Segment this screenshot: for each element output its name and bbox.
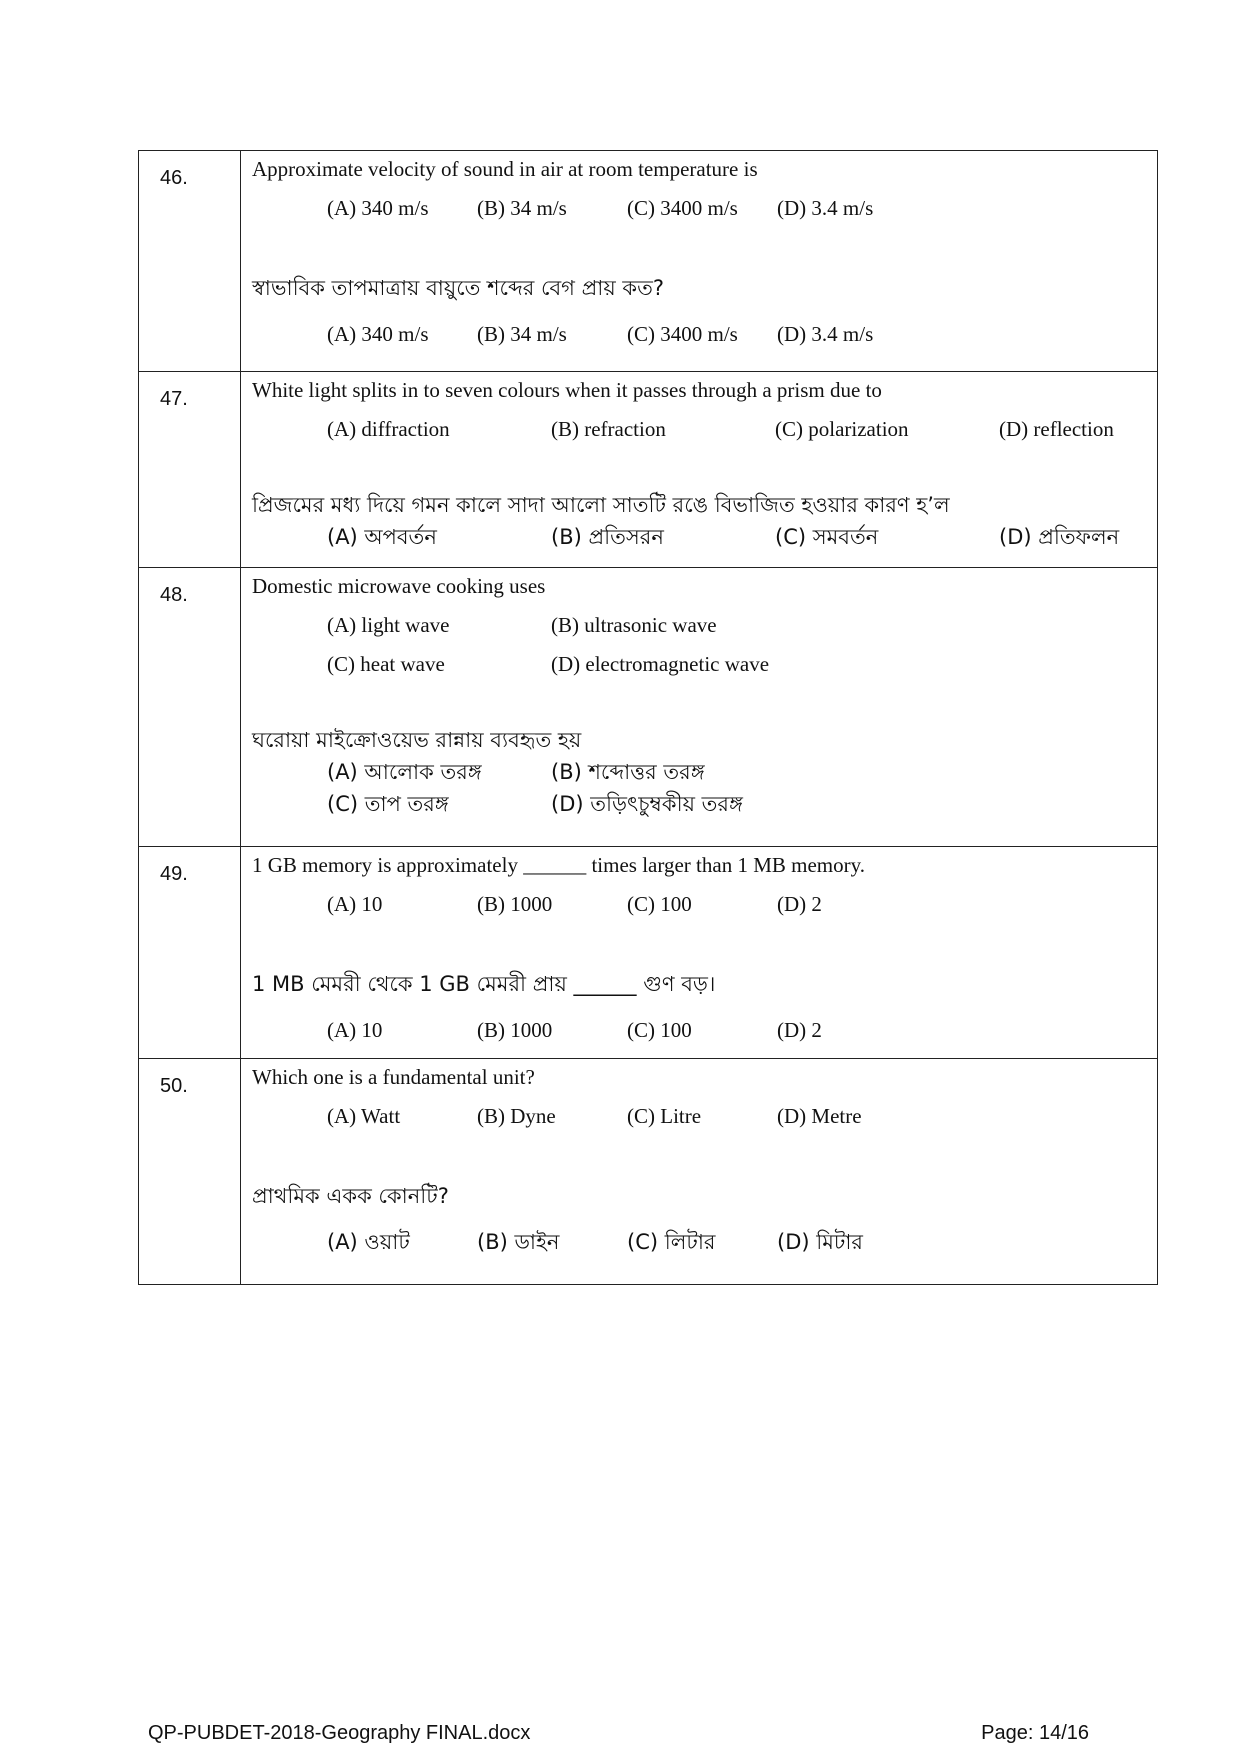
options-bn xyxy=(252,320,1147,348)
options-bn xyxy=(252,1016,1147,1044)
footer-page-number: Page: 14/16 xyxy=(981,1722,1089,1744)
option-b: (B) প্রতিসরন xyxy=(551,525,664,549)
option-c: (C) 100 xyxy=(627,892,692,916)
option-a: (A) 340 m/s xyxy=(327,322,429,346)
option-d: (D) তড়িৎচুম্বকীয় তরঙ্গ xyxy=(551,792,743,816)
question-number: 50. xyxy=(139,1059,241,1285)
options-en-row-1 xyxy=(252,611,1147,639)
question-body xyxy=(241,151,1158,372)
option-d: (D) 2 xyxy=(777,892,822,916)
options-en xyxy=(252,194,1147,222)
option-d: (D) প্রতিফলন xyxy=(999,525,1120,549)
option-c: (C) 100 xyxy=(627,1018,692,1042)
question-body xyxy=(241,568,1158,847)
options-bn xyxy=(252,1228,1147,1256)
question-text-bn: ঘরোয়া মাইক্রোওয়েভ রান্নায় ব্যবহৃত হয় xyxy=(252,728,582,752)
options-bn-row-1 xyxy=(252,758,1147,786)
options-en-row-2 xyxy=(252,650,1147,678)
question-row xyxy=(139,151,1158,372)
option-c: (C) 3400 m/s xyxy=(627,196,738,220)
option-b: (B) ডাইন xyxy=(477,1230,560,1254)
question-table xyxy=(138,150,1158,1285)
options-en xyxy=(252,415,1147,443)
option-c: (C) 3400 m/s xyxy=(627,322,738,346)
option-c: (C) লিটার xyxy=(627,1230,716,1254)
question-number: 47. xyxy=(139,372,241,568)
option-a: (A) 10 xyxy=(327,892,383,916)
question-text-en: White light splits in to seven colours when it passes through a prism due to xyxy=(252,378,882,402)
question-row xyxy=(139,568,1158,847)
question-text-bn: 1 MB মেমরী থেকে 1 GB মেমরী প্রায় ______ গুণ বড়। xyxy=(252,972,716,996)
option-d: (D) 3.4 m/s xyxy=(777,196,874,220)
option-d: (D) 2 xyxy=(777,1018,822,1042)
footer-filename: QP-PUBDET-2018-Geography FINAL.docx xyxy=(148,1722,531,1744)
question-text-bn: প্রাথমিক একক কোনটি? xyxy=(252,1184,449,1208)
option-b: (B) 34 m/s xyxy=(477,322,567,346)
question-body xyxy=(241,1059,1158,1285)
option-c: (C) polarization xyxy=(775,417,909,441)
question-text-en: Approximate velocity of sound in air at room temperature is xyxy=(252,157,758,181)
question-number: 48. xyxy=(139,568,241,847)
option-a: (A) আলোক তরঙ্গ xyxy=(327,760,482,784)
option-a: (A) 10 xyxy=(327,1018,383,1042)
options-bn-row-2 xyxy=(252,790,1147,818)
option-c: (C) heat wave xyxy=(327,652,445,676)
option-b: (B) শব্দোত্তর তরঙ্গ xyxy=(551,760,705,784)
option-b: (B) refraction xyxy=(551,417,666,441)
option-b: (B) 34 m/s xyxy=(477,196,567,220)
option-d: (D) electromagnetic wave xyxy=(551,652,770,676)
question-text-bn: প্রিজমের মধ্য দিয়ে গমন কালে সাদা আলো সাতটি রঙে বিভাজিত হওয়ার কারণ হ’ল xyxy=(252,493,950,517)
question-text-en: Domestic microwave cooking uses xyxy=(252,574,546,598)
question-number: 46. xyxy=(139,151,241,372)
option-a: (A) 340 m/s xyxy=(327,196,429,220)
question-number: 49. xyxy=(139,847,241,1059)
option-a: (A) light wave xyxy=(327,613,450,637)
options-bn xyxy=(252,523,1147,551)
question-row xyxy=(139,372,1158,568)
option-a: (A) ওয়াট xyxy=(327,1230,410,1254)
option-d: (D) reflection xyxy=(999,417,1114,441)
question-body xyxy=(241,847,1158,1059)
question-text-bn: স্বাভাবিক তাপমাত্রায় বায়ুতে শব্দের বেগ প্রায় কত? xyxy=(252,276,664,300)
option-b: (B) ultrasonic wave xyxy=(551,613,717,637)
option-b: (B) 1000 xyxy=(477,892,553,916)
option-a: (A) অপবর্তন xyxy=(327,525,437,549)
options-en xyxy=(252,1102,1147,1130)
option-c: (C) সমবর্তন xyxy=(775,525,879,549)
question-body xyxy=(241,372,1158,568)
option-d: (D) Metre xyxy=(777,1104,862,1128)
option-c: (C) তাপ তরঙ্গ xyxy=(327,792,449,816)
question-row xyxy=(139,1059,1158,1285)
question-text-en: Which one is a fundamental unit? xyxy=(252,1065,535,1089)
option-c: (C) Litre xyxy=(627,1104,702,1128)
option-a: (A) Watt xyxy=(327,1104,401,1128)
option-a: (A) diffraction xyxy=(327,417,450,441)
options-en xyxy=(252,890,1147,918)
question-text-en: 1 GB memory is approximately ______ times larger than 1 MB memory. xyxy=(252,853,865,877)
option-b: (B) 1000 xyxy=(477,1018,553,1042)
option-d: (D) মিটার xyxy=(777,1230,863,1254)
option-b: (B) Dyne xyxy=(477,1104,556,1128)
option-d: (D) 3.4 m/s xyxy=(777,322,874,346)
question-row xyxy=(139,847,1158,1059)
